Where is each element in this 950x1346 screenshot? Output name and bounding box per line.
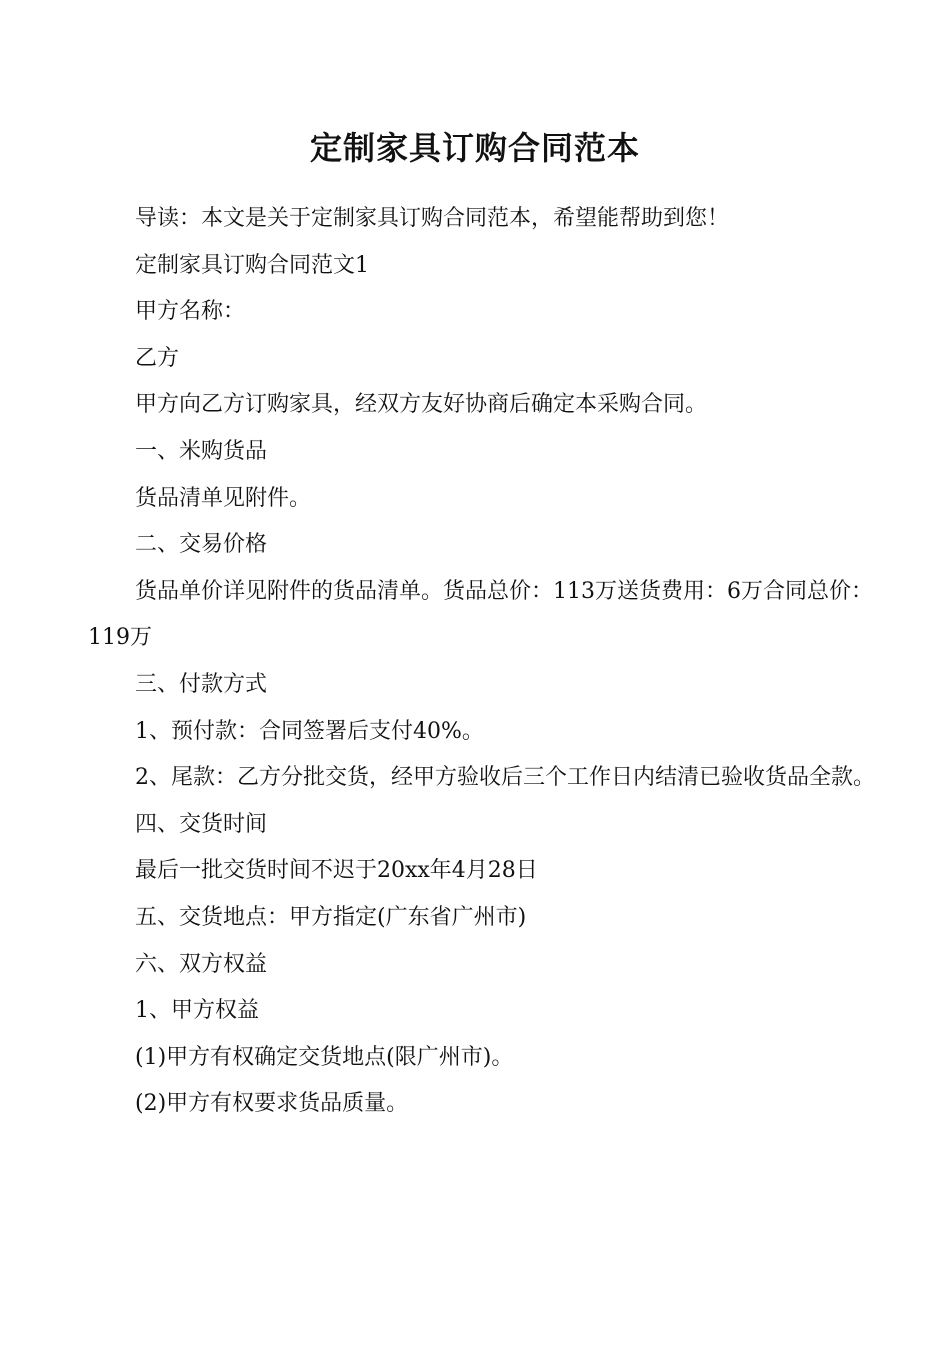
delivery-deadline: 最后一批交货时间不迟于20xx年4月28日 [135, 858, 538, 884]
subsection-heading-party-a-rights: 1、甲方权益 [135, 998, 259, 1024]
sample-heading: 定制家具订购合同范文1 [135, 252, 369, 278]
agreement-statement: 甲方向乙方订购家具，经双方友好协商后确定本采购合同。 [135, 392, 708, 418]
party-a-right-1: (1)甲方有权确定交货地点(限广州市)。 [135, 1044, 514, 1070]
document-title: 定制家具订购合同范本 [309, 129, 640, 167]
document-body [88, 196, 878, 1128]
payment-balance: 2、尾款：乙方分批交货，经甲方验收后三个工作日内结清已验收货品全款。 [135, 765, 875, 791]
price-details: 货品单价详见附件的货品清单。货品总价：113万送货费用：6万合同总价：119万 [88, 578, 873, 651]
intro-paragraph: 导读：本文是关于定制家具订购合同范本，希望能帮助到您！ [135, 206, 730, 231]
party-a-right-2: (2)甲方有权要求货品质量。 [135, 1091, 409, 1117]
section-heading-payment: 三、付款方式 [135, 671, 268, 697]
section-heading-price: 二、交易价格 [135, 532, 268, 558]
goods-list-note: 货品清单见附件。 [135, 485, 312, 511]
party-b-name: 乙方 [135, 345, 180, 371]
section-heading-rights: 六、双方权益 [135, 951, 268, 977]
party-a-name: 甲方名称： [135, 299, 246, 325]
section-heading-delivery-place: 五、交货地点：甲方指定(广东省广州市) [135, 904, 527, 930]
section-heading-delivery-time: 四、交货时间 [135, 811, 268, 837]
section-heading-goods: 一、米购货品 [135, 438, 268, 464]
payment-advance: 1、预付款：合同签署后支付40%。 [135, 718, 484, 744]
